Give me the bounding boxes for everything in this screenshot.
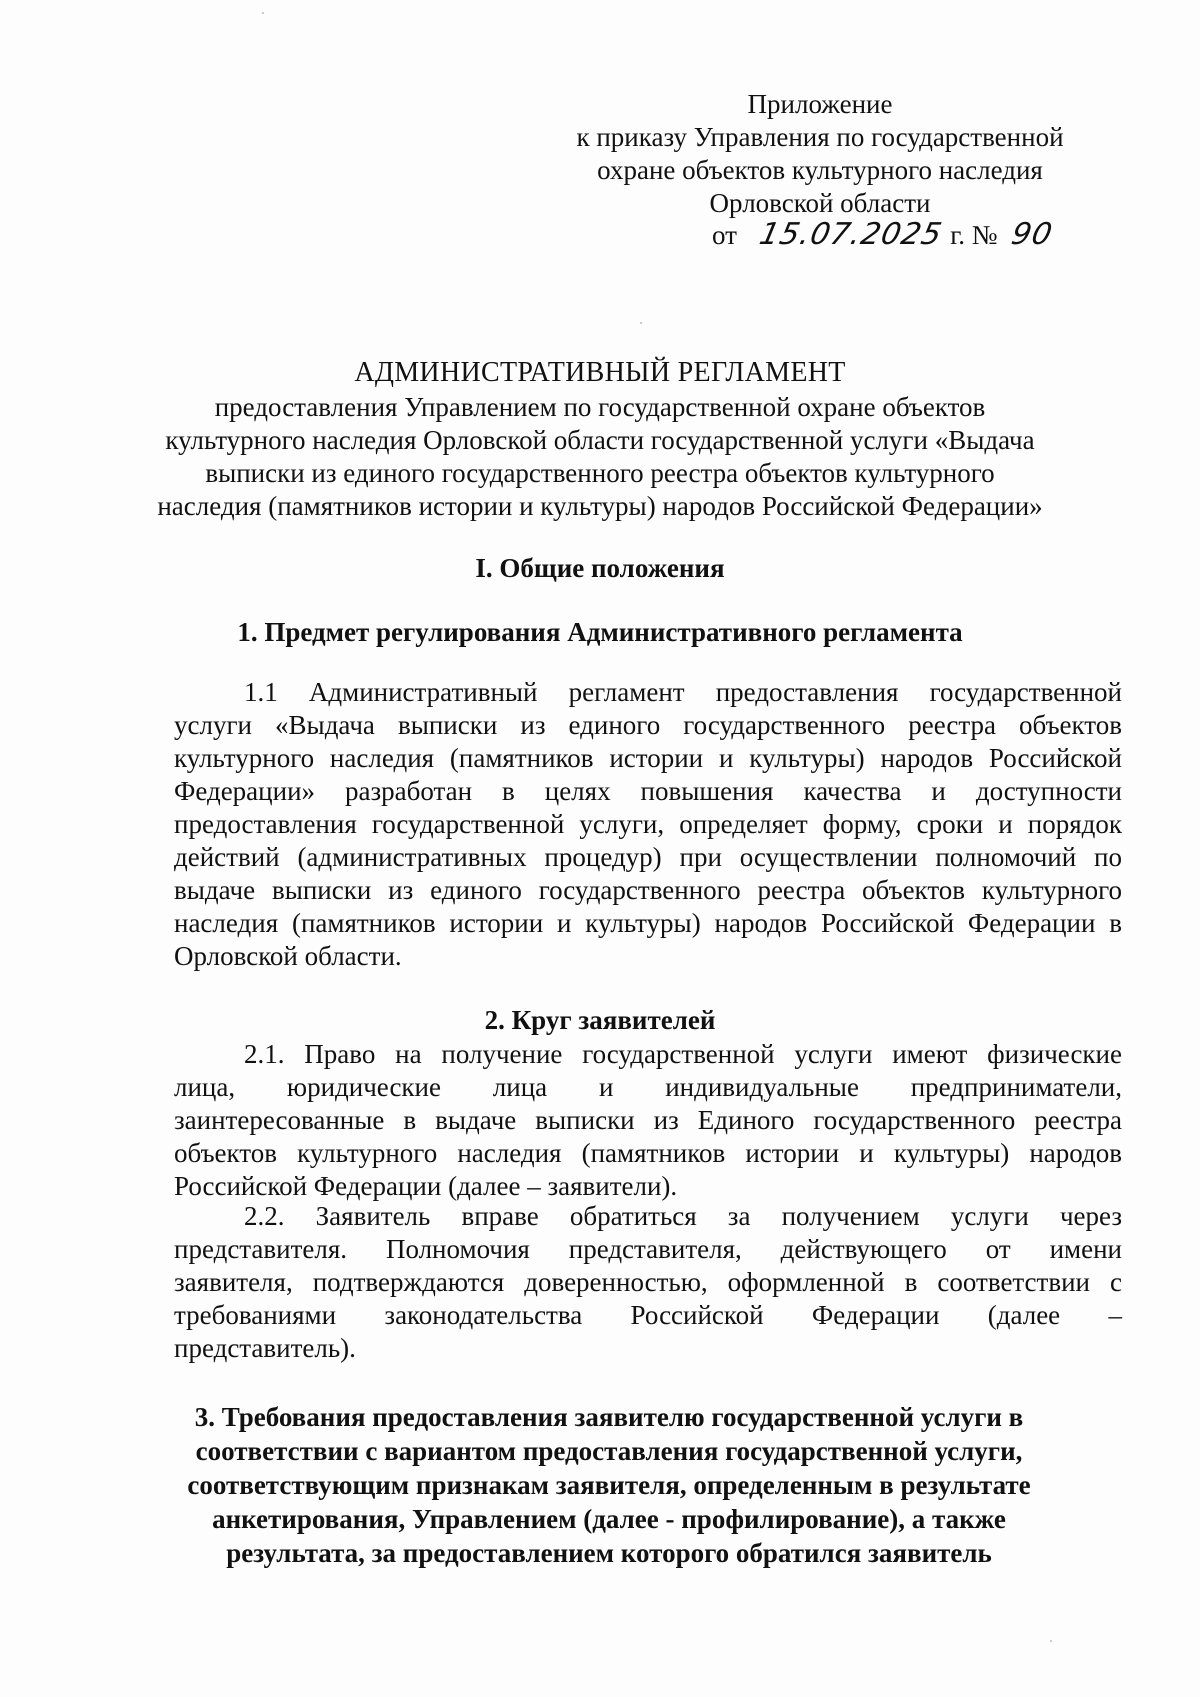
heading-line: 3. Требования предоставления заявителю государственной услуги в: [194, 1402, 1024, 1432]
document-subtitle-line: выписки из единого государственного реестра объектов культурного: [205, 458, 995, 488]
paragraph-2-1: [174, 1038, 1122, 1203]
paragraph-line: 1.1 Административный регламент предоставления государственной: [244, 677, 1122, 707]
paragraph-line: наследия (памятников истории и культуры) народов Российской Федерации в: [174, 908, 1122, 938]
paragraph-line: объектов культурного наследия (памятников истории и культуры) народов: [174, 1138, 1122, 1168]
annex-region: Орловской области: [709, 188, 931, 218]
paragraph-1-1: [174, 676, 1122, 973]
annex-label: Приложение: [747, 89, 893, 119]
paragraph-line: услуги «Выдача выписки из единого государственного реестра объектов: [174, 710, 1122, 740]
document-title-block: [150, 356, 1050, 523]
paragraph-line: культурного наследия (памятников истории и культуры) народов Российской: [174, 743, 1122, 773]
heading-line: соответствующим признакам заявителя, определенным в результате: [187, 1470, 1031, 1500]
paragraph-2-2: [174, 1200, 1122, 1365]
scan-speck: [1050, 1640, 1052, 1642]
paragraph-line: требованиями законодательства Российской Федерации (далее –: [174, 1300, 1122, 1330]
order-date-number: [712, 217, 1057, 252]
scan-speck: [262, 12, 264, 14]
paragraph-line: предоставления государственной услуги, определяет форму, сроки и порядок: [174, 809, 1122, 839]
paragraph-line: заинтересованные в выдаче выписки из Единого государственного реестра: [174, 1105, 1122, 1135]
paragraph-line: заявителя, подтверждаются доверенностью, оформленной в соответствии с: [174, 1267, 1122, 1297]
annex-header: [540, 88, 1100, 220]
year-number-suffix: г. №: [950, 220, 998, 250]
paragraph-line: выдаче выписки из единого государственного реестра объектов культурного: [174, 875, 1122, 905]
document-subtitle-line: предоставления Управлением по государственной охране объектов: [214, 392, 986, 422]
heading-line: соответствии с вариантом предоставления государственной услуги,: [195, 1436, 1023, 1466]
annex-order-ref-cont: охране объектов культурного наследия: [597, 155, 1043, 185]
handwritten-order-number: 90: [1008, 217, 1057, 252]
section-heading-applicants: 2. Круг заявителей: [484, 1005, 716, 1035]
paragraph-line: Российской Федерации (далее – заявители).: [174, 1171, 678, 1201]
heading-line: анкетирования, Управлением (далее - профилирование), а также: [212, 1504, 1006, 1534]
scan-speck: [640, 322, 642, 324]
document-subtitle-line: наследия (памятников истории и культуры) народов Российской Федерации»: [157, 491, 1043, 521]
section-heading-general: I. Общие положения: [475, 553, 725, 583]
handwritten-date: 15.07.2025: [755, 217, 946, 252]
paragraph-line: лица, юридические лица и индивидуальные предприниматели,: [174, 1072, 1122, 1102]
document-subtitle-line: культурного наследия Орловской области государственной услуги «Выдача: [165, 425, 1035, 455]
paragraph-line: представитель).: [174, 1333, 356, 1363]
section-heading-requirements: [150, 1400, 1068, 1570]
paragraph-line: 2.2. Заявитель вправе обратиться за получением услуги через: [244, 1201, 1122, 1231]
paragraph-line: представителя. Полномочия представителя, действующего от имени: [174, 1234, 1122, 1264]
annex-order-ref: к приказу Управления по государственной: [576, 122, 1064, 152]
from-prefix: от: [712, 220, 737, 250]
heading-line: результата, за предоставлением которого обратился заявитель: [226, 1538, 992, 1568]
paragraph-line: 2.1. Право на получение государственной услуги имеют физические: [244, 1039, 1122, 1069]
document-title: АДМИНИСТРАТИВНЫЙ РЕГЛАМЕНТ: [354, 357, 846, 388]
paragraph-line: действий (административных процедур) при осуществлении полномочий по: [174, 842, 1122, 872]
section-heading-subject: 1. Предмет регулирования Административного регламента: [237, 617, 963, 647]
paragraph-line: Орловской области.: [174, 941, 402, 971]
paragraph-line: Федерации» разработан в целях повышения качества и доступности: [174, 776, 1122, 806]
